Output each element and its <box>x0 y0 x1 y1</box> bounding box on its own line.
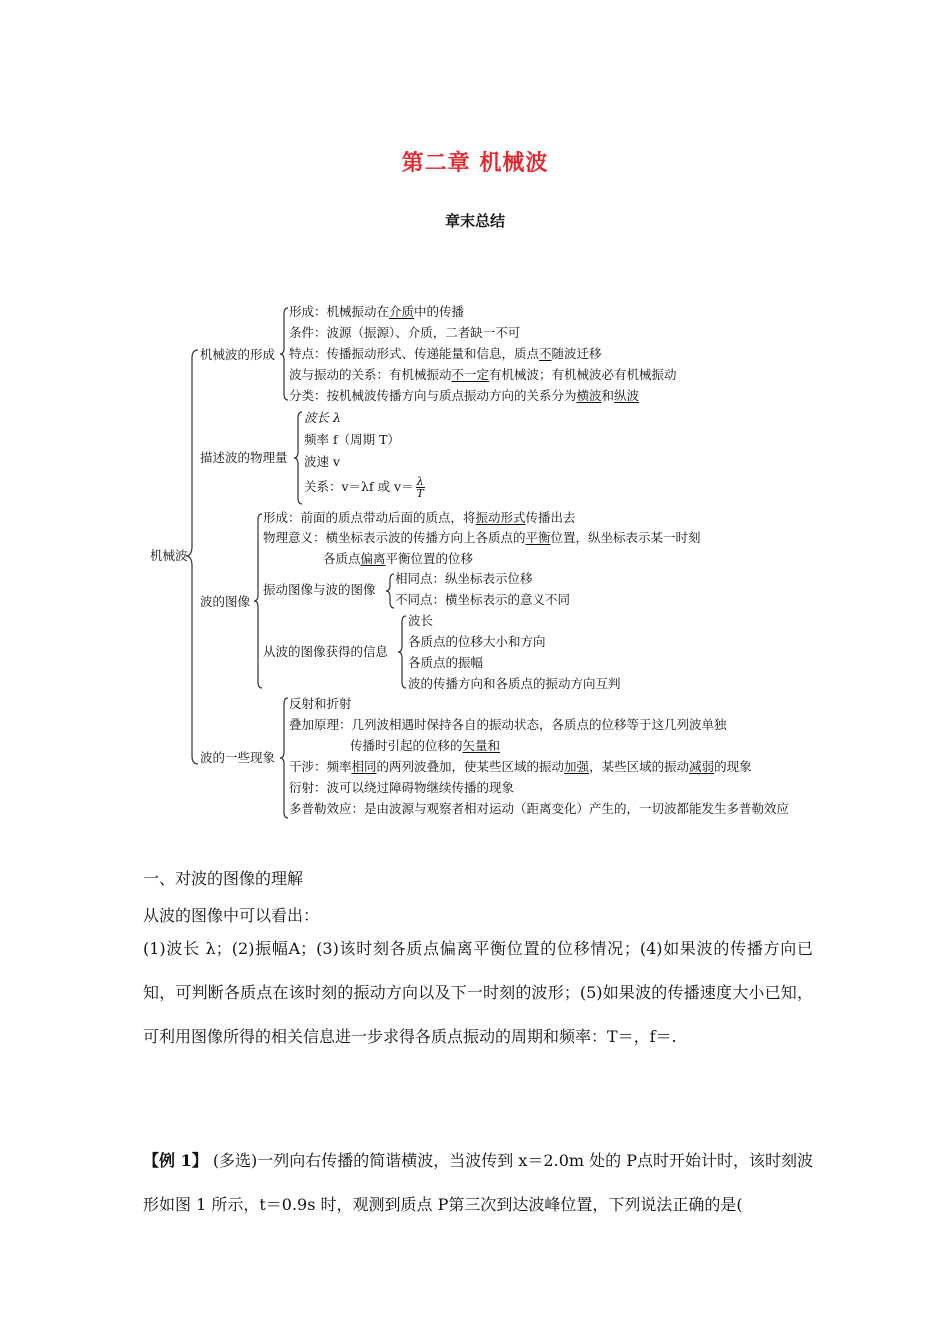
info-item: 各质点的位移大小和方向 <box>408 634 546 649</box>
compare-same: 相同点：纵坐标表示位移 <box>395 571 533 586</box>
formation-item-relation: 波与振动的关系：有机械振动不一定有机械波；有机械波必有机械振动 <box>289 367 677 382</box>
quantities-brace <box>294 410 304 506</box>
info-item: 各质点的振幅 <box>408 655 484 670</box>
info-item: 波的传播方向和各质点的振动方向互判 <box>408 676 621 691</box>
root-brace <box>186 348 200 768</box>
compare-label: 振动图像与波的图像 <box>263 582 376 597</box>
section-heading: 一、对波的图像的理解 <box>143 869 304 888</box>
phen-doppler: 多普勒效应：是由波源与观察者相对运动（距离变化）产生的，一切波都能发生多普勒效应 <box>289 801 790 816</box>
quantity-relation: 关系：v＝λf 或 v＝ $\frac{\lambda}{T}$ <box>304 475 424 500</box>
image-label: 波的图像 <box>200 594 251 609</box>
section-paragraph: (1)波长 λ；(2)振幅A；(3)该时刻各质点偏离平衡位置的位移情况；(4)如果波的传播方向已知，可判断各质点在该时刻的振动方向以及下一时刻的波形；(5)如果波的传播速度大小已知，可利用图像所得的相关信息进一步求得各质点振动的周期和频率：T＝，f＝. <box>143 939 813 1046</box>
formation-item-form: 形成：机械振动在介质中的传播 <box>289 304 465 319</box>
image-item-form: 形成：前面的质点带动后面的质点，将振动形式传播出去 <box>263 510 576 525</box>
info-brace <box>398 614 408 690</box>
info-item: 波长 <box>408 613 434 628</box>
section-intro: 从波的图像中可以看出： <box>143 906 320 925</box>
quantities-label: 描述波的物理量 <box>200 450 288 465</box>
phen-superposition-cont: 传播时引起的位移的矢量和 <box>350 738 501 753</box>
quantity-speed: 波速 v <box>304 454 341 469</box>
phen-reflect: 反射和折射 <box>289 696 352 711</box>
mindmap-root: 机械波 <box>150 548 188 563</box>
lambda-over-t-fraction: $\frac{\lambda}{T}$ <box>416 475 424 500</box>
image-item-meaning-cont: 各质点偏离平衡位置的位移 <box>323 551 474 566</box>
phenomena-label: 波的一些现象 <box>200 750 276 765</box>
phen-superposition: 叠加原理：几列波相遇时保持各自的振动状态，各质点的位移等于这几列波单独 <box>289 717 727 732</box>
image-item-meaning: 物理意义：横坐标表示波的传播方向上各质点的平衡位置，纵坐标表示某一时刻 <box>263 530 701 545</box>
formation-label: 机械波的形成 <box>200 347 276 362</box>
formation-item-feature: 特点：传播振动形式、传递能量和信息，质点不随波迁移 <box>289 346 602 361</box>
section-subtitle: 章末总结 <box>444 212 505 230</box>
formation-item-condition: 条件：波源（振源）、介质，二者缺一不可 <box>289 325 521 340</box>
chapter-title: 第二章 机械波 <box>401 151 549 176</box>
quantity-frequency: 频率 f（周期 T） <box>304 432 400 447</box>
info-label: 从波的图像获得的信息 <box>263 644 389 659</box>
example-1 <box>143 1139 813 1227</box>
phen-interference: 干涉：频率相同的两列波叠加，使某些区域的振动加强，某些区域的振动减弱的现象 <box>289 759 752 774</box>
compare-diff: 不同点：横坐标表示的意义不同 <box>395 592 571 607</box>
formation-item-classification: 分类：按机械波传播方向与质点振动方向的关系分为横波和纵波 <box>289 388 640 403</box>
example-tag: 【例 1】 <box>143 1151 208 1170</box>
quantity-wavelength: 波长 λ <box>304 410 341 425</box>
phen-diffraction: 衍射：波可以绕过障碍物继续传播的现象 <box>289 780 515 795</box>
example-text: (多选)一列向右传播的简谐横波，当波传到 x＝2.0m 处的 P点时开始计时，该时刻波形如图 1 所示，t＝0.9s 时，观测到质点 P第三次到达波峰位置，下列说法正确的是( <box>143 1151 813 1214</box>
